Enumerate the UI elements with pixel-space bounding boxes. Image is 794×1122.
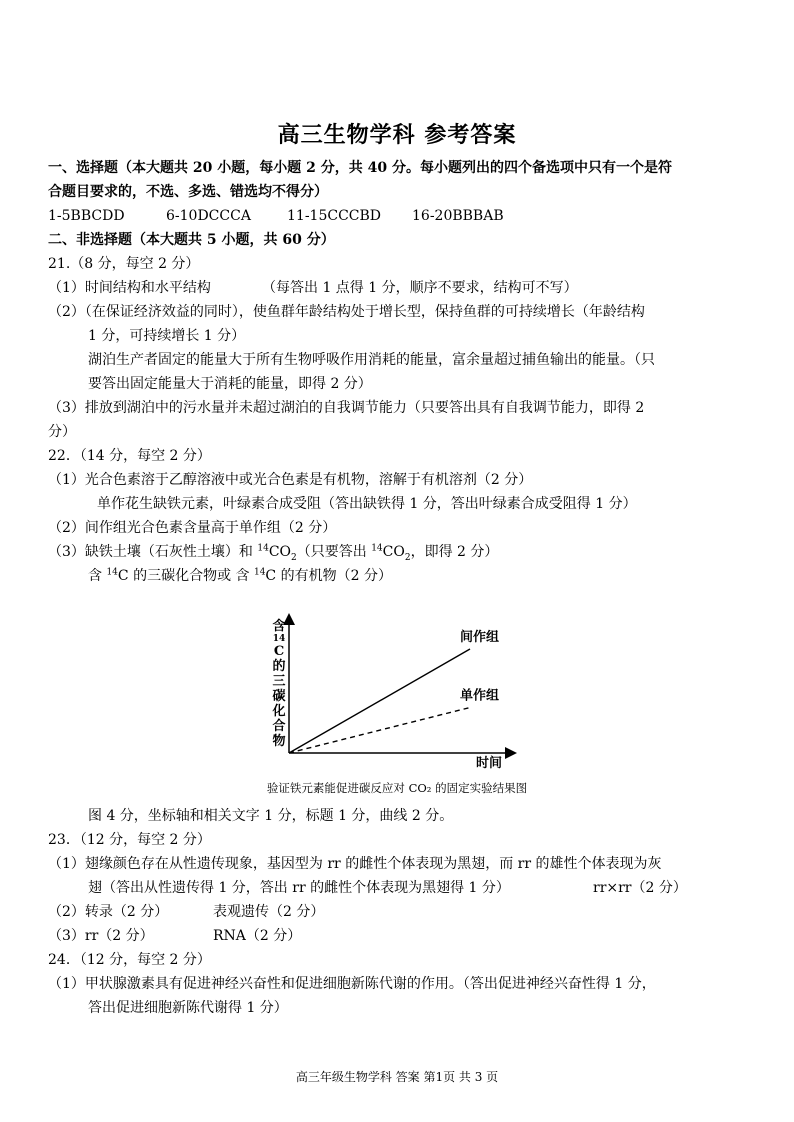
- q23-part1-line2: 翅（答出从性遗传得 1 分，答出 rr 的雌性个体表现为黑翅得 1 分）: [88, 880, 510, 896]
- series-line-1: [289, 708, 470, 754]
- q23-header: 23．（12 分，每空 2 分）: [48, 832, 211, 848]
- answers-16-20: 16-20BBBAB: [412, 208, 504, 224]
- q21-part1: （1）时间结构和水平结构: [48, 280, 211, 296]
- q21-part2-line2: 1 分，可持续增长 1 分）: [88, 328, 246, 344]
- q21-part3-line1: （3）排放到湖泊中的污水量并未超过湖泊的自我调节能力（只要答出具有自我调节能力，即得 2: [48, 400, 645, 416]
- q21-part1-note: （每答出 1 点得 1 分，顺序不要求，结构可不写）: [262, 280, 578, 296]
- q21-part2-line1: （2）（在保证经济效益的同时），使鱼群年龄结构处于增长型，保持鱼群的可持续增长（年龄结构: [48, 304, 645, 320]
- series-label-1: 单作组: [460, 688, 500, 704]
- result-chart: [260, 608, 520, 773]
- q22-header: 22．（14 分，每空 2 分）: [48, 448, 211, 464]
- answers-11-15: 11-15CCCBD: [287, 208, 382, 224]
- q22-part2: （2）间作组光合色素含量高于单作组（2 分）: [48, 520, 337, 536]
- q22-part3-line1: （3）缺铁土壤（石灰性土壤）和 $^{14}CO_2$（只要答出 $^{14}CO_2$，即得 2 分）: [48, 543, 499, 563]
- page-footer: 高三年级生物学科 答案 第1页 共 3 页: [295, 1070, 499, 1084]
- q24-part1-line2: 答出促进细胞新陈代谢得 1 分）: [88, 1000, 288, 1016]
- q22-part1-line2: 单作花生缺铁元素，叶绿素合成受阻（答出缺铁得 1 分，答出叶绿素合成受阻得 1 分）: [97, 496, 637, 512]
- chart-title: 验证铁元素能促进碳反应对 CO₂ 的固定实验结果图: [266, 781, 528, 795]
- q22-part1-line1: （1）光合色素溶于乙醇溶液中或光合色素是有机物，溶解于有机溶剂（2 分）: [48, 472, 533, 488]
- q23-part3-a: （3）rr（2 分）: [48, 928, 154, 944]
- section2-heading: 二、非选择题（本大题共 5 小题，共 60 分）: [48, 232, 335, 248]
- q21-part2-line4: 要答出固定能量大于消耗的能量，即得 2 分）: [88, 376, 372, 392]
- q23-part1-line1: （1）翅缘颜色存在从性遗传现象，基因型为 rr 的雌性个体表现为黑翅，而 rr 的雄性个体表现为灰: [48, 856, 662, 872]
- q22-part3-line2: 含 $^{14}$C 的三碳化合物或 含 $^{14}$C 的有机物（2 分）: [88, 567, 392, 584]
- series-label-0: 间作组: [460, 630, 500, 645]
- answers-1-5: 1-5BBCDD: [48, 208, 125, 224]
- chart-y-label: 含 14 C 的 三 碳 化 合 物: [272, 619, 286, 749]
- series-line-0: [289, 649, 470, 753]
- section1-heading-line2: 合题目要求的，不选、多选、错选均不得分）: [48, 184, 328, 200]
- q21-part3-line2: 分）: [48, 424, 76, 440]
- q24-part1-line1: （1）甲状腺激素具有促进神经兴奋性和促进细胞新陈代谢的作用。（答出促进神经兴奋性得 1 分，: [48, 976, 656, 992]
- q23-part1-cross: rr×rr（2 分）: [593, 880, 687, 896]
- q22-scoring: 图 4 分，坐标轴和相关文字 1 分，标题 1 分，曲线 2 分。: [88, 808, 454, 824]
- q23-part2-b: 表观遗传（2 分）: [213, 904, 325, 920]
- answers-6-10: 6-10DCCCA: [166, 208, 251, 224]
- q23-part3-b: RNA（2 分）: [213, 928, 302, 944]
- section1-heading-line1: 一、选择题（本大题共 20 小题，每小题 2 分，共 40 分。每小题列出的四个备选项中只有一个是符: [48, 160, 672, 176]
- page-title: 高三生物学科 参考答案: [277, 122, 517, 148]
- q23-part2-a: （2）转录（2 分）: [48, 904, 169, 920]
- q21-part2-line3: 湖泊生产者固定的能量大于所有生物呼吸作用消耗的能量，富余量超过捕鱼输出的能量。（只: [88, 352, 655, 368]
- q21-header: 21.（8 分，每空 2 分）: [48, 256, 200, 272]
- q24-header: 24．（12 分，每空 2 分）: [48, 952, 211, 968]
- chart-x-label: 时间: [476, 756, 503, 771]
